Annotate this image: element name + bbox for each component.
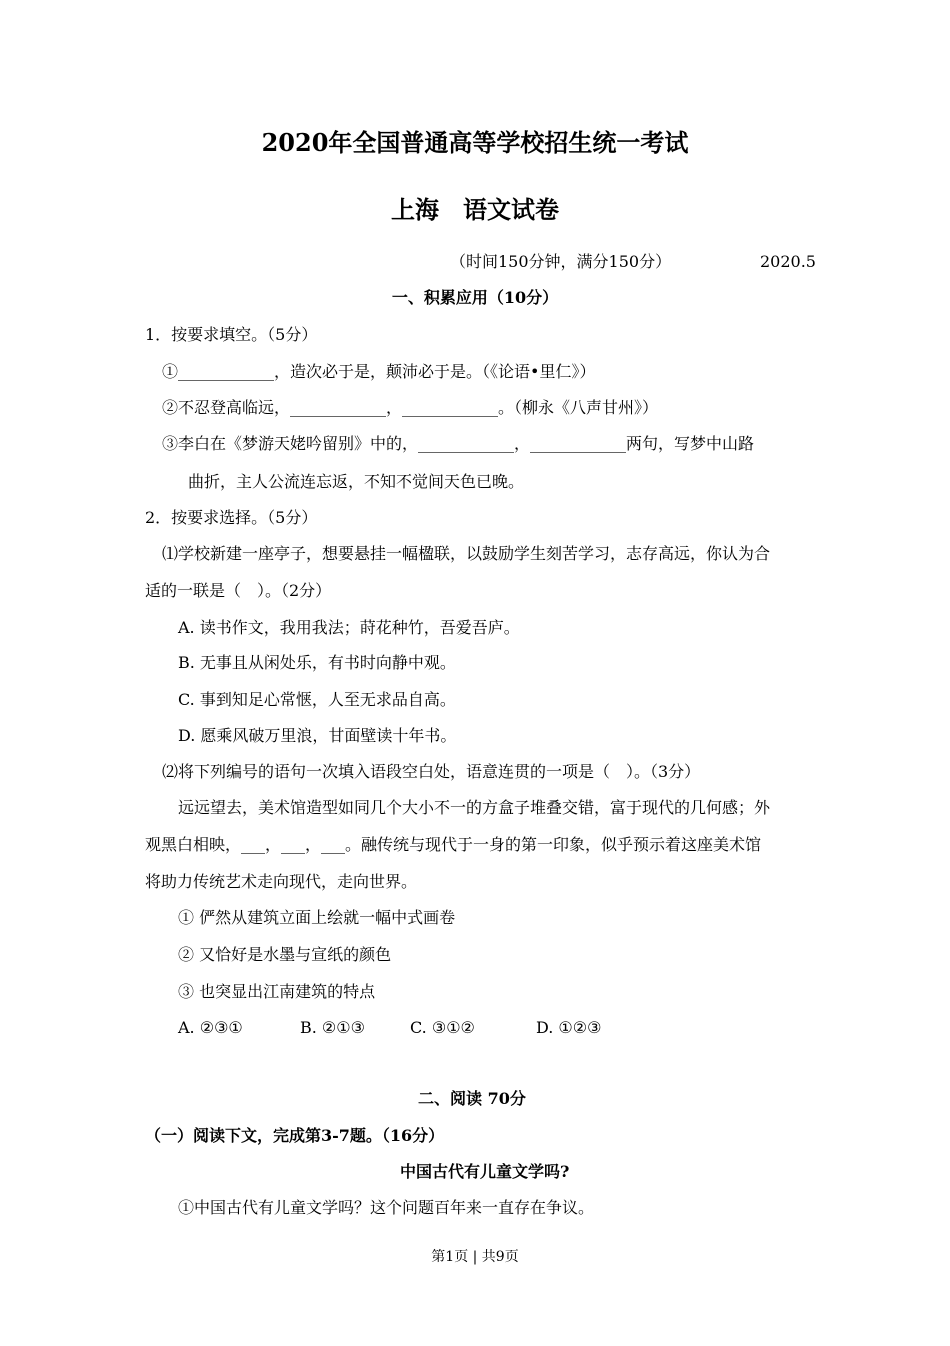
sentence-item: ① 俨然从建筑立面上绘就一幅中式画卷 xyxy=(178,908,456,927)
subquestion: ⑵将下列编号的语句一次填入语段空白处，语意连贯的一项是（ ）。（3分） xyxy=(162,762,701,781)
question-stem: 2．按要求选择。（5分） xyxy=(145,508,318,527)
fill-blank-item: ③李白在《梦游天姥吟留别》中的，____________，____________两句，写梦中山路 xyxy=(162,434,755,453)
section-heading: 二、阅读 70分 xyxy=(418,1089,526,1108)
part-heading: （一）阅读下文，完成第3-7题。（16分） xyxy=(145,1126,445,1145)
exam-subtitle: 上海 语文试卷 xyxy=(391,195,559,224)
option: C. 事到知足心常惬，人至无求品自高。 xyxy=(178,690,456,709)
fill-blank-item-cont: 曲折，主人公流连忘返，不知不觉间天色已晚。 xyxy=(188,472,525,491)
article-title: 中国古代有儿童文学吗? xyxy=(400,1162,570,1181)
option: D. 愿乘风破万里浪，甘面壁读十年书。 xyxy=(178,726,457,745)
option: C. ③①② xyxy=(410,1018,475,1037)
subquestion: ⑴学校新建一座亭子，想要悬挂一幅楹联，以鼓励学生刻苦学习，志存高远，你认为合 xyxy=(162,544,771,563)
exam-date: 2020.5 xyxy=(760,252,816,271)
option: A. 读书作文，我用我法；莳花种竹，吾爱吾庐。 xyxy=(178,618,520,637)
sentence-item: ② 又恰好是水墨与宣纸的颜色 xyxy=(178,945,392,964)
option: A. ②③① xyxy=(178,1018,243,1037)
passage-line: 观黑白相映，___，___，___。融传统与现代于一身的第一印象，似乎预示着这座美术馆 xyxy=(145,835,762,854)
exam-title: 2020年全国普通高等学校招生统一考试 xyxy=(261,128,689,157)
passage-line: 将助力传统艺术走向现代，走向世界。 xyxy=(145,872,418,891)
page-footer: 第1页 | 共9页 xyxy=(431,1249,519,1265)
section-heading: 一、积累应用（10分） xyxy=(391,288,559,307)
question-stem: 1．按要求填空。（5分） xyxy=(145,325,318,344)
article-paragraph: ①中国古代有儿童文学吗？这个问题百年来一直存在争议。 xyxy=(178,1198,595,1217)
subquestion-cont: 适的一联是（ ）。（2分） xyxy=(145,581,332,600)
fill-blank-item: ①____________，造次必于是，颠沛必于是。（《论语•里仁》） xyxy=(162,362,596,381)
fill-blank-item: ②不忍登高临远，____________，____________。（柳永《八声甘州》） xyxy=(162,398,659,417)
time-note: （时间150分钟，满分150分） xyxy=(450,252,672,271)
option: D. ①②③ xyxy=(536,1018,602,1037)
option: B. ②①③ xyxy=(300,1018,365,1037)
sentence-item: ③ 也突显出江南建筑的特点 xyxy=(178,982,376,1001)
passage-line: 远远望去，美术馆造型如同几个大小不一的方盒子堆叠交错，富于现代的几何感；外 xyxy=(178,798,771,817)
option: B. 无事且从闲处乐，有书时向静中观。 xyxy=(178,653,456,672)
